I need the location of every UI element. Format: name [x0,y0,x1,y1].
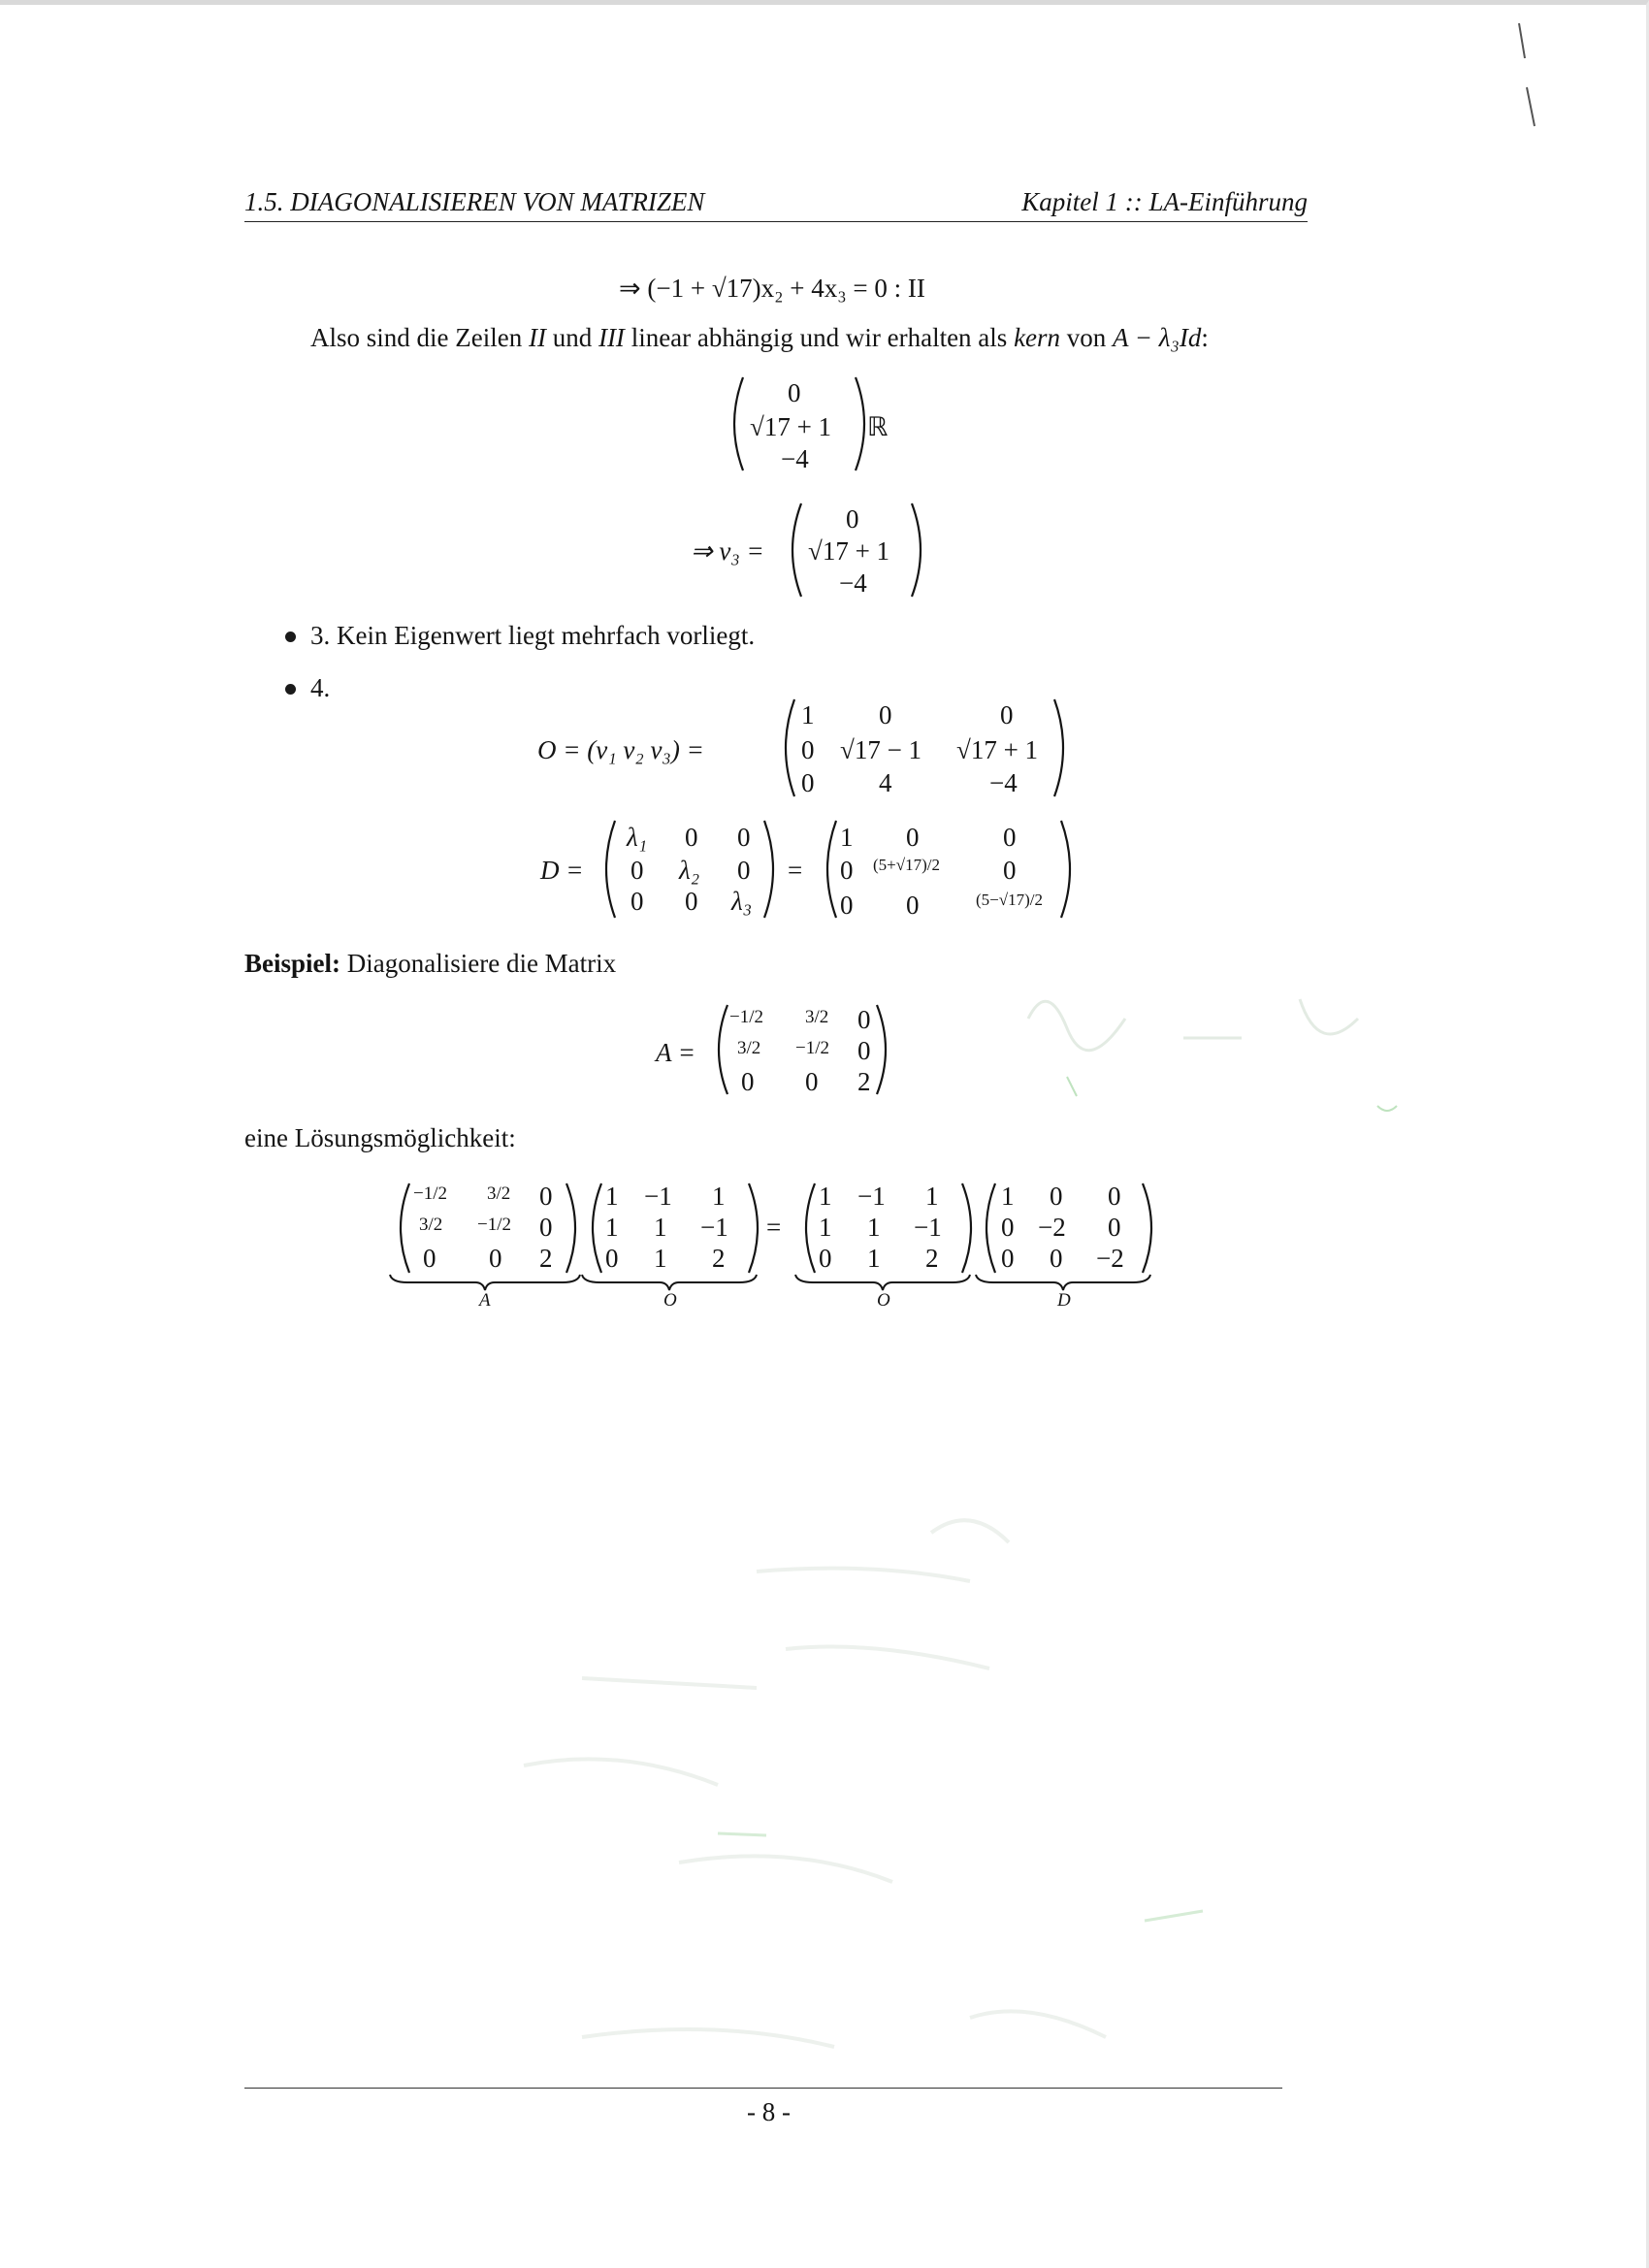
solution-D-r3c3: −2 [1096,1244,1124,1273]
kernel-sentence [310,323,1209,353]
example-label: Beispiel: [244,949,340,978]
matrix-D-l-r3c2: 0 [685,887,698,916]
v3-lhs: ⇒ v₃ = [691,536,764,566]
matrix-D-v-r1c1: 1 [840,823,854,852]
row-III: III [598,323,625,352]
solution-O2-r2c2: 1 [867,1213,881,1242]
brace-label-O-right: O [877,1290,890,1311]
matrix-D-l-r2c1: 0 [630,856,644,885]
solution-underbraces [388,1273,1164,1302]
matrix-D-v-r3c2: 0 [906,891,920,920]
example-text: Diagonalisiere die Matrix [340,949,617,978]
solution-O2-r1c3: 1 [925,1182,939,1211]
solution-O2-r2c1: 1 [819,1213,832,1242]
solution-D-r1c2: 0 [1050,1182,1063,1211]
solution-O2-r3c2: 1 [867,1244,881,1273]
v3-entry-2: √17 + 1 [808,536,890,566]
solution-A-r2c3: 0 [539,1213,553,1242]
solution-D-r3c1: 0 [1001,1244,1015,1273]
matrix-D-v-r2c1: 0 [840,856,854,885]
solution-O2-r3c1: 0 [819,1244,832,1273]
matrix-D-v-r3c1: 0 [840,891,854,920]
kern-word: kern [1014,323,1061,352]
solution-O2-r1c1: 1 [819,1182,832,1211]
solution-A-r1c3: 0 [539,1182,553,1211]
matrix-D-l-r1c3: 0 [737,823,751,852]
kernel-sentence-und: und [545,323,598,352]
bullet-item-3: 3. Kein Eigenwert liegt mehrfach vorliegt. [310,621,756,650]
chapter-title: Kapitel 1 :: LA-Einführung [1021,187,1308,216]
matrix-D-equals: = [788,856,803,885]
solution-A-r3c2: 0 [489,1244,502,1273]
matrix-A-r3c3: 2 [857,1067,871,1096]
matrix-D-l-r2c3: 0 [737,856,751,885]
solution-O1-r2c3: −1 [700,1213,728,1242]
bullet-marker-2 [285,684,296,695]
solution-intro: eine Lösungsmöglichkeit: [244,1123,516,1152]
v3-entry-3: −4 [839,568,867,598]
brace-label-D: D [1057,1290,1071,1311]
solution-O1-r3c1: 0 [605,1244,619,1273]
page-number: - 8 - [747,2097,791,2126]
matrix-D-lhs: D = [540,856,584,885]
solution-D-r2c1: 0 [1001,1213,1015,1242]
equation-row-II: ⇒ (−1 + √17)x₂ + 4x₃ = 0 : II [619,274,925,303]
real-numbers-symbol: ℝ [867,412,889,441]
solution-O1-r2c1: 1 [605,1213,619,1242]
solution-A-r3c1: 0 [423,1244,436,1273]
solution-A-r3c3: 2 [539,1244,553,1273]
matrix-D-v-r1c3: 0 [1003,823,1017,852]
matrix-O-r2c3: √17 + 1 [956,735,1039,764]
kernel-sentence-von: von [1060,323,1114,352]
matrix-A-r3c1: 0 [741,1067,755,1096]
solution-O2-r1c2: −1 [857,1182,886,1211]
matrix-D-v-r1c2: 0 [906,823,920,852]
solution-D-r2c2: −2 [1038,1213,1066,1242]
example-heading [244,949,616,979]
staple-mark [1513,19,1552,126]
matrix-A-r1c2: 3/2 [805,1007,829,1027]
matrix-A-r1c3: 0 [857,1005,871,1034]
matrix-O-r1c1: 1 [801,700,815,729]
solution-O1-r3c2: 1 [654,1244,667,1273]
solution-A-r1c2: 3/2 [487,1183,511,1204]
matrix-O-r2c2: √17 − 1 [840,735,922,764]
matrix-A-r3c2: 0 [805,1067,819,1096]
solution-D-r2c3: 0 [1108,1213,1121,1242]
footer-rule [244,2088,1282,2089]
matrix-O-r1c3: 0 [1000,700,1014,729]
matrix-O-r3c2: 4 [879,768,892,797]
solution-A-r2c2: −1/2 [477,1215,511,1235]
solution-equals: = [766,1213,782,1242]
solution-O1-r1c2: −1 [644,1182,672,1211]
kernel-entry-1: 0 [788,378,801,407]
matrix-A-r2c1: 3/2 [737,1038,761,1058]
bullet-marker-1 [285,632,296,642]
matrix-D-l-r3c3: λ₃ [731,887,753,916]
matrix-O-r1c2: 0 [879,700,892,729]
bleed-through-scribble-bottom [466,1455,1339,2086]
matrix-D-l-r1c2: 0 [685,823,698,852]
kernel-sentence-middle: linear abhängig und wir erhalten als [624,323,1015,352]
matrix-D-v-r3c3: (5−√17)/2 [976,891,1043,909]
bullet-item-4: 4. [310,673,331,702]
matrix-A-r1c1: −1/2 [729,1007,763,1027]
solution-O2-r2c3: −1 [914,1213,942,1242]
solution-A-r1c1: −1/2 [413,1183,447,1204]
kernel-sentence-prefix: Also sind die Zeilen [310,323,529,352]
row-II: II [528,323,546,352]
v3-entry-1: 0 [846,504,859,534]
matrix-O-r2c1: 0 [801,735,815,764]
solution-D-r1c3: 0 [1108,1182,1121,1211]
matrix-A-r2c2: −1/2 [795,1038,829,1058]
bleed-through-scribble-top [1009,960,1552,1154]
matrix-O-r3c1: 0 [801,768,815,797]
matrix-D-l-r3c1: 0 [630,887,644,916]
matrix-O-lhs: O = (v₁ v₂ v₃) = [537,735,704,764]
matrix-A-lhs: A = [656,1038,695,1067]
kernel-expression: A − λ₃Id [1113,323,1202,352]
solution-O1-r3c3: 2 [712,1244,726,1273]
solution-O1-r1c3: 1 [712,1182,726,1211]
matrix-D-l-r1c1: λ₁ [627,823,648,852]
solution-A-r2c1: 3/2 [419,1215,443,1235]
matrix-D-v-r2c2: (5+√17)/2 [873,856,940,874]
section-title: 1.5. DIAGONALISIEREN VON MATRIZEN [244,187,705,216]
running-header [244,187,1308,222]
matrix-O-r3c3: −4 [989,768,1018,797]
solution-D-r3c2: 0 [1050,1244,1063,1273]
brace-label-O-left: O [663,1290,677,1311]
kernel-entry-2: √17 + 1 [750,412,832,441]
matrix-D-v-r2c3: 0 [1003,856,1017,885]
kernel-sentence-colon: : [1201,323,1209,352]
solution-O1-r1c1: 1 [605,1182,619,1211]
solution-O1-r2c2: 1 [654,1213,667,1242]
brace-label-A: A [479,1290,491,1311]
matrix-A-r2c3: 0 [857,1036,871,1065]
kernel-entry-3: −4 [781,444,809,473]
solution-O2-r3c3: 2 [925,1244,939,1273]
solution-D-r1c1: 1 [1001,1182,1015,1211]
matrix-D-l-r2c2: λ₂ [679,856,700,885]
